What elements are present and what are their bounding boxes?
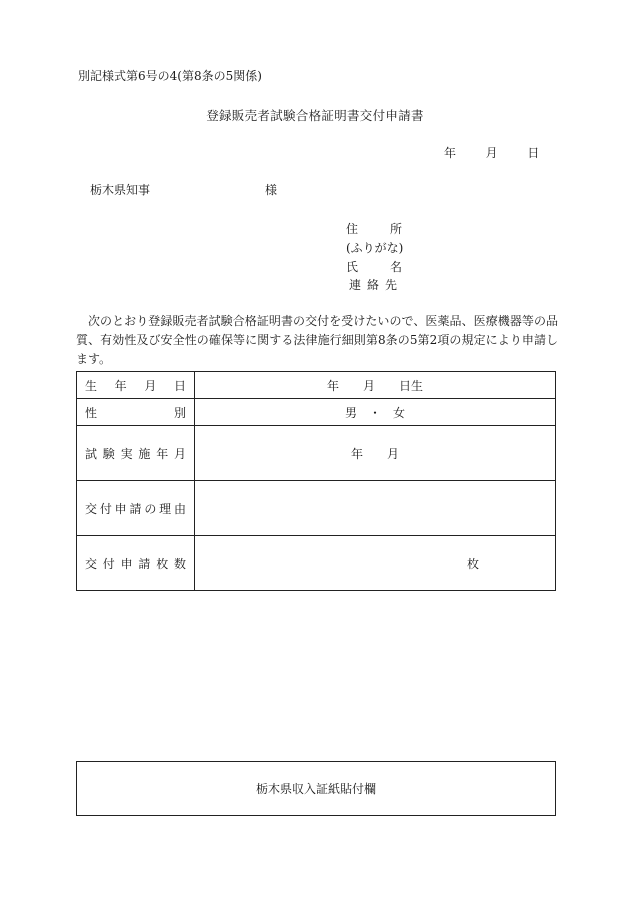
revenue-stamp-box (76, 761, 556, 816)
addressee-name: 栃木県知事 (90, 183, 151, 197)
applicant-furigana-label: (ふりがな) (346, 241, 404, 255)
table-row (77, 481, 556, 536)
table-row (77, 536, 556, 591)
date-year-label: 年 (444, 146, 457, 160)
sex-field[interactable]: 男 ・ 女 (195, 399, 556, 426)
document-title: 登録販売者試験合格証明書交付申請書 (206, 108, 424, 123)
sex-label: 性別 (77, 399, 195, 426)
applicant-contact-label: 連絡先 (349, 278, 397, 292)
form-code: 別記様式第6号の4(第8条の5関係) (78, 69, 262, 83)
addressee-honorific: 様 (265, 183, 278, 197)
date-month-label: 月 (485, 146, 498, 160)
date-day-label: 日 (527, 146, 540, 160)
exam-date-field[interactable]: 年 月 (195, 426, 556, 481)
birthdate-field[interactable]: 年 月 日生 (195, 372, 556, 399)
reason-label: 交付申請の理由 (77, 481, 195, 536)
reason-field[interactable] (195, 481, 556, 536)
applicant-name-label: 氏名 (346, 260, 402, 274)
date-line (444, 144, 539, 161)
birthdate-label: 生年月日 (77, 372, 195, 399)
copies-field[interactable]: 枚 (195, 536, 556, 591)
exam-date-label: 試験実施年月 (77, 426, 195, 481)
table-row (77, 399, 556, 426)
copies-label: 交付申請枚数 (77, 536, 195, 591)
revenue-stamp-label: 栃木県収入証紙貼付欄 (255, 782, 376, 796)
table-row (77, 426, 556, 481)
table-row (77, 372, 556, 399)
applicant-address-label: 住所 (346, 222, 402, 236)
application-statement: 次のとおり登録販売者試験合格証明書の交付を受けたいので、医薬品、医療機器等の品質、有効性及び安全性の確保等に関する法律施行細則第8条の5第2項の規定により申請します。 (76, 314, 558, 366)
application-info-table (76, 371, 556, 591)
